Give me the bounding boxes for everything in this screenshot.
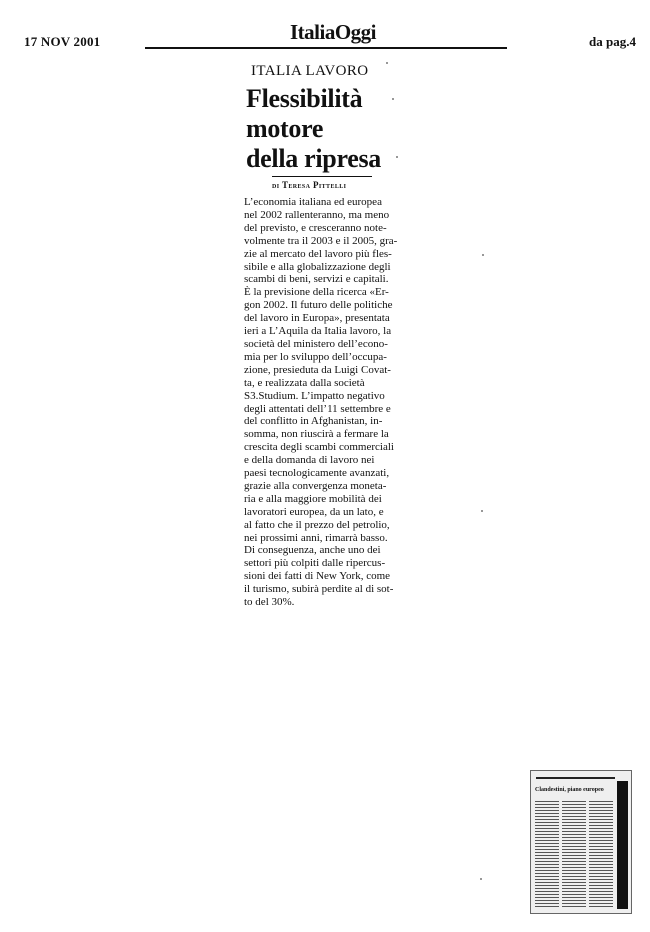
thumbnail-column — [535, 801, 559, 909]
byline-rule — [272, 176, 372, 177]
body-line: ta, e realizzata dalla società — [244, 376, 365, 389]
scan-speck — [482, 254, 484, 256]
newspaper-masthead: ItaliaOggi — [290, 20, 377, 44]
body-line: Di conseguenza, anche uno dei — [244, 544, 381, 557]
body-line: del previsto, e cresceranno note- — [244, 221, 387, 234]
body-line: mia per lo sviluppo dell’occupa- — [244, 350, 387, 363]
masthead-rule — [145, 47, 507, 49]
headline-line: della ripresa — [246, 144, 381, 173]
body-line: degli attentati dell’11 settembre e — [244, 402, 391, 415]
body-line: e della domanda di lavoro nei — [244, 454, 375, 467]
section-label: ITALIA LAVORO — [251, 63, 369, 79]
body-line: nei prossimi anni, rimarrà basso. — [244, 531, 388, 544]
byline-block — [272, 176, 372, 190]
body-line: del conflitto in Afghanistan, in- — [244, 415, 383, 428]
thumbnail-column — [589, 801, 613, 909]
body-line: sioni dei fatti di New York, come — [244, 570, 391, 583]
body-line: zie al mercato del lavoro più fles- — [244, 247, 392, 260]
scan-speck — [386, 62, 388, 64]
body-line: lavoratori europea, da un lato, e — [244, 505, 384, 518]
thumbnail-column — [562, 801, 586, 909]
article-byline: di Teresa Pittelli — [272, 180, 347, 190]
headline-line: Flessibilità — [246, 84, 363, 113]
page-thumbnail — [530, 770, 632, 914]
body-line: ria e alla maggiore mobilità dei — [244, 492, 382, 505]
scan-speck — [396, 156, 398, 158]
body-line: to del 30%. — [244, 596, 295, 609]
publication-date: 17 NOV 2001 — [24, 34, 101, 49]
body-line: crescita degli scambi commerciali — [244, 441, 394, 454]
page-reference: da pag.4 — [589, 34, 636, 49]
thumbnail-title: Clandestini, piano europeo — [535, 787, 604, 793]
thumbnail-header-rule — [536, 777, 615, 779]
body-line: volmente tra il 2003 e il 2005, gra- — [244, 234, 398, 247]
article-body — [244, 196, 410, 609]
body-line: sibile e alla globalizzazione degli — [244, 260, 391, 273]
body-line: gon 2002. Il futuro delle politiche — [244, 299, 393, 312]
body-line: S3.Studium. L’impatto negativo — [244, 389, 385, 402]
article-headline — [246, 84, 406, 174]
body-line: paesi tecnologicamente avanzati, — [244, 467, 390, 480]
headline-line: motore — [246, 114, 324, 143]
body-line: società del ministero dell’econo- — [244, 337, 388, 350]
body-line: L’economia italiana ed europea — [244, 196, 382, 208]
body-line: il turismo, subirà perdite al di sot- — [244, 583, 394, 596]
body-line: settori più colpiti dalle ripercus- — [244, 557, 386, 570]
body-line: grazie alla convergenza moneta- — [244, 479, 387, 492]
body-line: ieri a L’Aquila da Italia lavoro, la — [244, 325, 392, 338]
body-line: del lavoro in Europa», presentata — [244, 312, 390, 325]
body-line: zione, presieduta da Luigi Covat- — [244, 363, 391, 376]
scan-speck — [392, 98, 394, 100]
body-line: scambi di beni, servizi e capitali. — [244, 273, 389, 286]
scan-speck — [481, 510, 483, 512]
thumbnail-dark-strip — [617, 781, 628, 909]
body-line: È la previsione della ricerca «Er- — [244, 286, 389, 299]
scan-speck — [480, 878, 482, 880]
body-line: somma, non riuscirà a fermare la — [244, 428, 389, 441]
body-line: nel 2002 rallenteranno, ma meno — [244, 208, 390, 221]
body-line: al fatto che il prezzo del petrolio, — [244, 518, 390, 531]
